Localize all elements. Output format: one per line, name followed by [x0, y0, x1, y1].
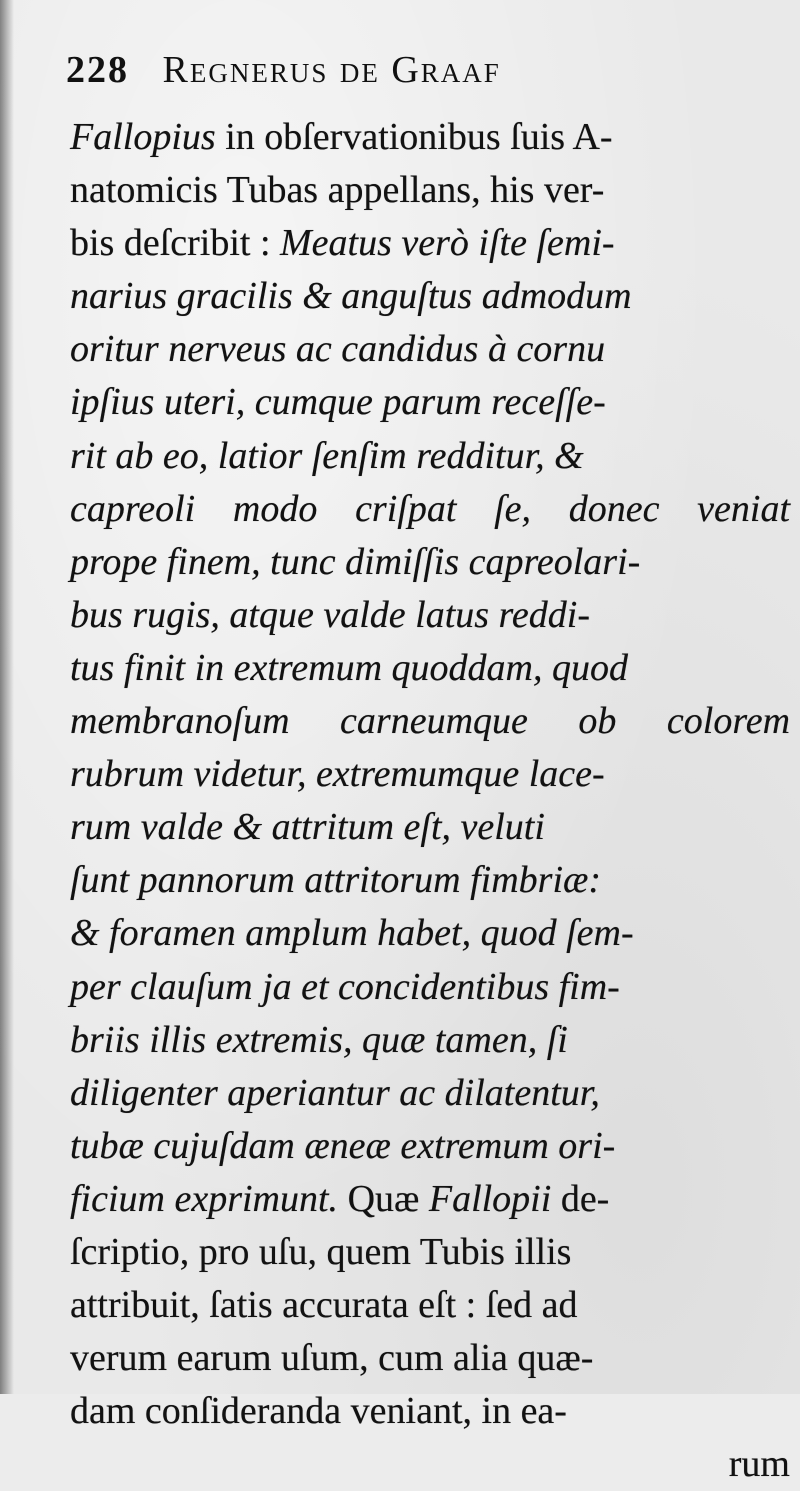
italic-text: tus finit in extremum quoddam, quod — [70, 646, 628, 689]
text-line — [70, 1119, 790, 1172]
text-line — [70, 1066, 790, 1119]
text-line — [70, 1225, 790, 1278]
text-line — [70, 535, 790, 588]
line-content — [70, 1384, 567, 1438]
text-line — [70, 375, 790, 428]
running-head — [66, 48, 786, 102]
line-content — [70, 853, 601, 907]
text-line — [70, 1278, 790, 1331]
text-line — [70, 588, 790, 641]
roman-text: bis deſcribit : — [70, 222, 281, 265]
text-line — [70, 110, 790, 163]
body-text — [70, 110, 790, 1490]
line-content — [70, 482, 790, 536]
text-line — [70, 1013, 790, 1066]
line-content — [70, 694, 790, 748]
line-content — [70, 322, 605, 376]
italic-text: tubæ cujuſdam æneæ extremum ori- — [70, 1124, 616, 1167]
roman-text: attribuit, ſatis accurata eſt : ſed ad — [70, 1284, 578, 1327]
italic-text: rubrum videtur, extremumque lace- — [70, 753, 605, 796]
italic-text: & foramen amplum habet, quod ſem- — [70, 912, 634, 955]
text-line — [70, 1331, 790, 1384]
line-content — [70, 163, 604, 217]
line-content — [70, 1225, 571, 1279]
line-content — [70, 269, 632, 323]
line-content — [70, 747, 605, 801]
text-line — [70, 641, 790, 694]
italic-text: briis illis extremis, quæ tamen, ſi — [70, 1018, 568, 1061]
roman-text: ſcriptio, pro uſu, quem Tubis illis — [70, 1230, 572, 1273]
text-line — [70, 747, 790, 800]
line-content — [70, 1119, 615, 1173]
italic-text: prope finem, tunc dimiſſis capreolari- — [70, 540, 641, 583]
text-line — [70, 322, 790, 375]
line-content — [70, 1331, 593, 1385]
roman-text: dam conſideranda veniant, in ea- — [70, 1390, 567, 1433]
line-content — [70, 535, 640, 589]
line-content — [70, 216, 615, 270]
italic-text: Fallopii — [428, 1177, 552, 1220]
text-line — [70, 1384, 790, 1437]
text-line — [70, 269, 790, 322]
italic-text: diligenter aperiantur ac dilatentur, — [70, 1071, 600, 1114]
italic-text: rum valde & attritum eſt, veluti — [70, 806, 545, 849]
line-content — [70, 906, 634, 960]
text-line — [70, 216, 790, 269]
italic-text: Fallopius — [70, 116, 216, 158]
italic-text: ipſius uteri, cumque parum receſſe- — [70, 381, 606, 424]
line-content — [70, 588, 590, 642]
text-line — [70, 429, 790, 482]
italic-text: ſunt pannorum attritorum fimbriæ: — [70, 859, 601, 902]
line-content — [70, 800, 545, 854]
roman-text: in obſervationibus ſuis A- — [215, 116, 613, 158]
running-title: Regnerus de Graaf — [162, 49, 501, 91]
text-line — [70, 800, 790, 853]
roman-text: rum — [728, 1443, 790, 1486]
line-content — [70, 1013, 568, 1067]
text-line — [70, 163, 790, 216]
italic-text: Meatus verò iſte ſemi- — [280, 222, 615, 265]
roman-text: verum earum uſum, cum alia quæ- — [70, 1337, 594, 1380]
italic-text: oritur nerveus ac candidus à cornu — [70, 328, 606, 371]
italic-text: bus rugis, atque valde latus reddi- — [70, 593, 590, 636]
text-line — [70, 906, 790, 959]
page-number: 228 — [66, 49, 129, 91]
italic-text: membranoſum carneumque ob colorem — [70, 700, 791, 743]
line-content — [70, 960, 620, 1014]
line-content — [70, 110, 613, 164]
text-line — [70, 853, 790, 906]
text-line — [70, 960, 790, 1013]
text-line — [70, 1172, 790, 1225]
italic-text: narius gracilis & anguſtus admodum — [70, 275, 632, 318]
italic-text: ficium exprimunt. — [70, 1177, 339, 1220]
line-content — [70, 1278, 578, 1332]
roman-text: de- — [551, 1177, 610, 1220]
text-line — [70, 482, 790, 535]
italic-text: rit ab eo, latior ſenſim redditur, & — [70, 434, 584, 477]
roman-text: Quæ — [338, 1177, 429, 1220]
text-line — [70, 1437, 790, 1490]
italic-text: per clauſum ja et concidentibus fim- — [70, 965, 620, 1008]
line-content — [70, 641, 628, 695]
line-content — [70, 1066, 600, 1120]
text-line — [70, 694, 790, 747]
line-content — [70, 375, 606, 429]
line-content — [70, 1172, 609, 1226]
roman-text: natomicis Tubas appellans, his ver- — [70, 169, 605, 212]
line-content — [70, 429, 584, 483]
italic-text: capreoli modo criſpat ſe, donec veniat — [70, 487, 790, 530]
